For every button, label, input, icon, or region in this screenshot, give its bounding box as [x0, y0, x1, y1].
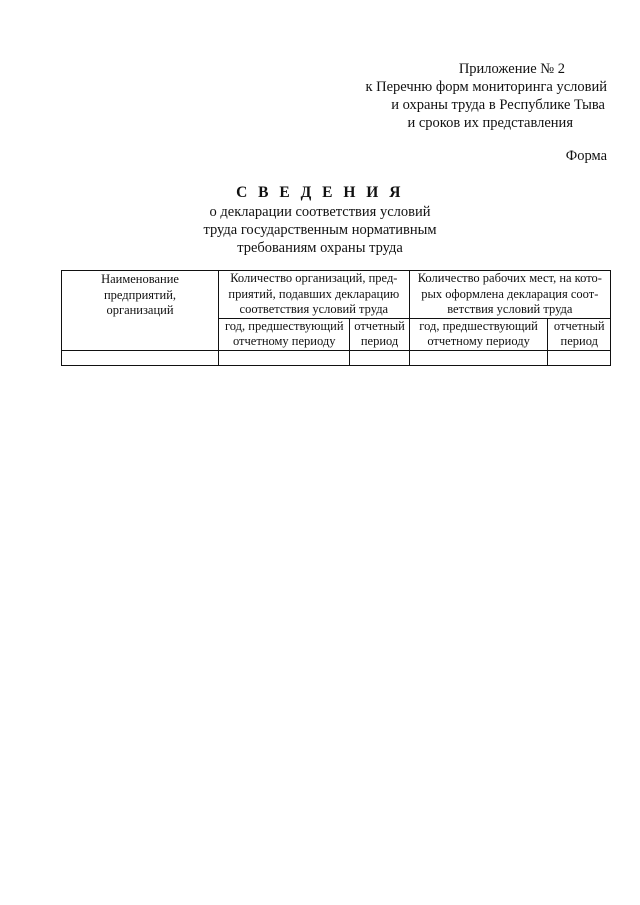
appendix-block [267, 60, 607, 132]
header-row [62, 271, 611, 319]
subheader-org-previous-year: год, предшествующий отчетному периоду [219, 318, 350, 350]
cell-name-empty [62, 350, 219, 365]
declaration-table [61, 270, 611, 366]
document-title [0, 183, 640, 257]
title-line-3: требованиям охраны труда [237, 240, 403, 256]
title-heading: С В Е Д Е Н И Я [236, 184, 404, 201]
appendix-line-3: и охраны труда в Республике Тыва [391, 97, 605, 113]
header-organizations-count: Количество организаций, пред- приятий, подавших декларацию соответствия условий труда [219, 271, 410, 319]
subheader-workplaces-reporting-period: отчетный период [548, 318, 611, 350]
subheader-org-reporting-period: отчетный период [350, 318, 409, 350]
form-label: Форма [565, 148, 607, 164]
header-enterprise-name: Наименование предприятий, организаций [62, 271, 219, 351]
cell-work-prev-empty [409, 350, 548, 365]
cell-org-curr-empty [350, 350, 409, 365]
header-workplaces-count: Количество рабочих мест, на кото- рых оформлена декларация соот- ветствия условий труда [409, 271, 610, 319]
appendix-line-2: к Перечню форм мониторинга условий [365, 79, 607, 95]
title-line-2: труда государственным нормативным [203, 222, 437, 238]
empty-data-row [62, 350, 611, 365]
cell-org-prev-empty [219, 350, 350, 365]
title-line-1: о декларации соответствия условий [209, 204, 431, 220]
appendix-line-4: и сроков их представления [407, 115, 573, 131]
subheader-workplaces-previous-year: год, предшествующий отчетному периоду [409, 318, 548, 350]
cell-work-curr-empty [548, 350, 611, 365]
appendix-number: Приложение № 2 [458, 61, 565, 77]
